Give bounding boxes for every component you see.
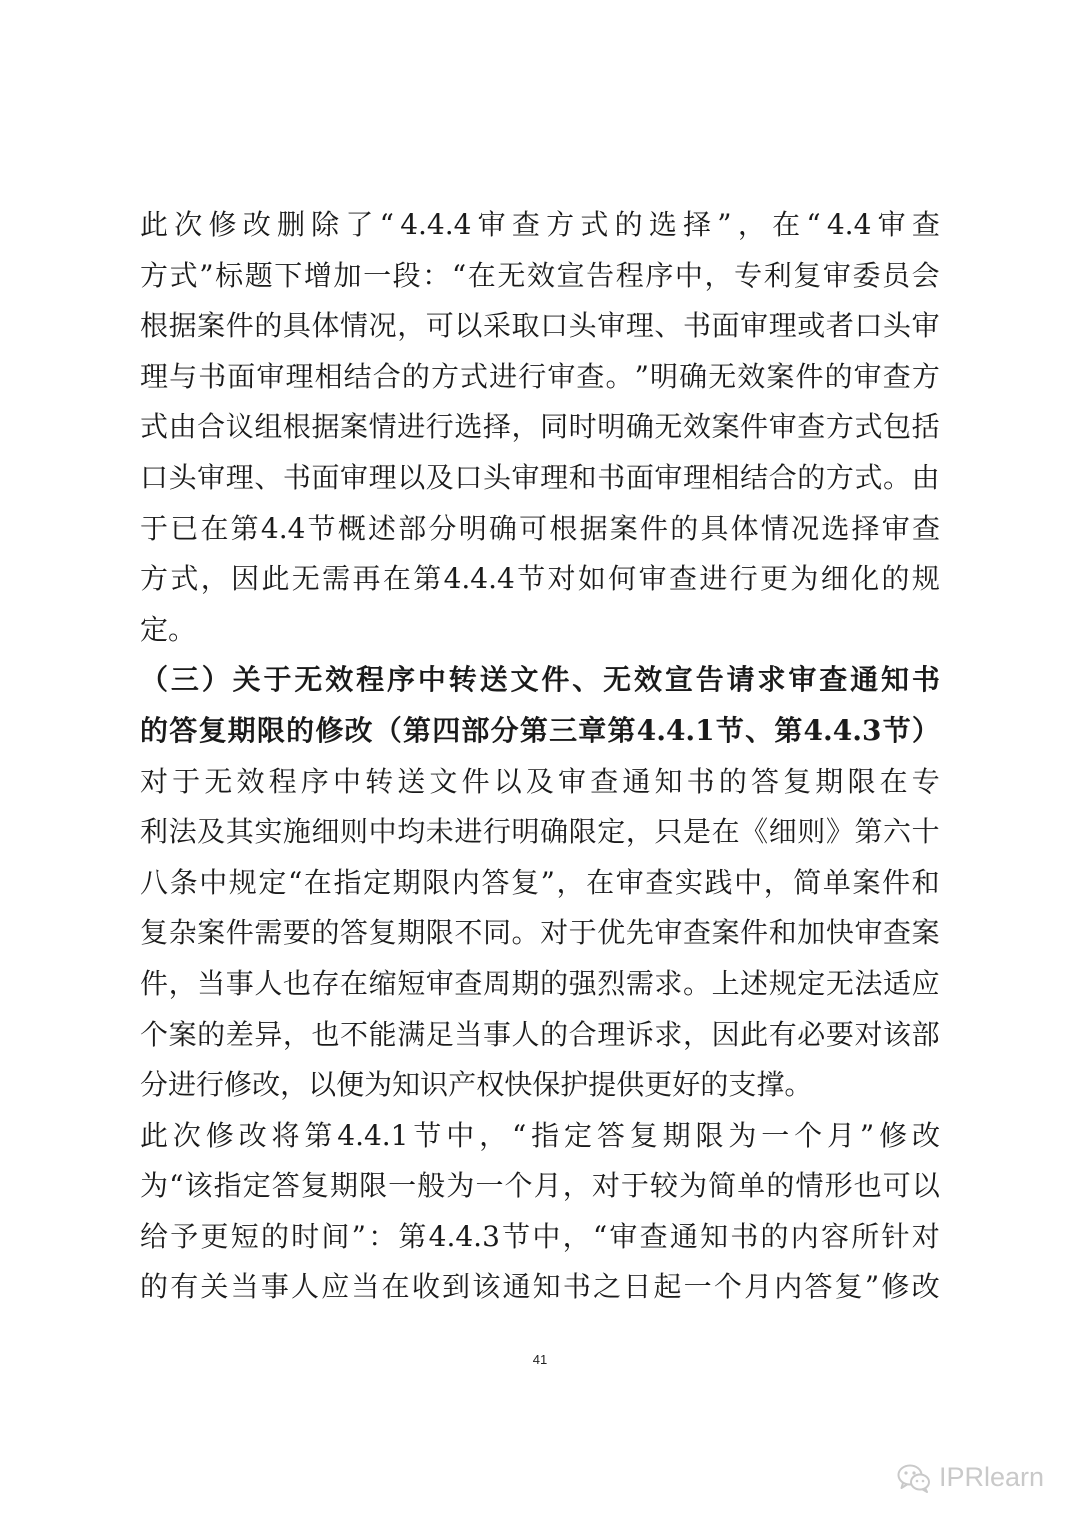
- text-line: 口 头 审 理 、 书 面 审 理 以 及 口 头 审 理 和 书 面 审 理 相 结 合 的 方 式 。 由: [140, 460, 940, 494]
- text-line: 分 进 行 修 改 ， 以 便 为 知 识 产 权 快 保 护 提 供 更 好 的 支 撑 。: [140, 1068, 813, 1102]
- document-body: [140, 200, 940, 1313]
- page-number: 41: [532, 1352, 548, 1367]
- text-line: 方 式 ” 标 题 下 增 加 一 段 ： “ 在 无 效 宣 告 程 序 中 ， 专 利 复 审 委 员 会: [140, 258, 940, 292]
- text-line: （ 三 ） 关 于 无 效 程 序 中 转 送 文 件 、 无 效 宣 告 请 求 审 查 通 知 书: [140, 663, 940, 697]
- text-line: 个 案 的 差 异 ， 也 不 能 满 足 当 事 人 的 合 理 诉 求 ， 因 此 有 必 要 对 该 部: [140, 1017, 940, 1051]
- watermark: [897, 1462, 1044, 1493]
- text-line: 根 据 案 件 的 具 体 情 况 ， 可 以 采 取 口 头 审 理 、 书 面 审 理 或 者 口 头 审: [140, 309, 940, 343]
- text-line: 利 法 及 其 实 施 细 则 中 均 未 进 行 明 确 限 定 ， 只 是 在 《 细 则 》 第 六 十: [140, 815, 940, 849]
- text-line: 复 杂 案 件 需 要 的 答 复 期 限 不 同 。 对 于 优 先 审 查 案 件 和 加 快 审 查 案: [140, 916, 940, 950]
- wechat-icon: [897, 1463, 931, 1493]
- text-line: 此 次 修 改 删 除 了 “ 4.4.4 审 查 方 式 的 选 择 ” ， 在 “ 4.4 审 查: [140, 208, 940, 241]
- text-line: 方 式 ， 因 此 无 需 再 在 第 4.4.4 节 对 如 何 审 查 进 行 更 为 细 化 的 规: [140, 562, 940, 596]
- text-line: 八 条 中 规 定 “ 在 指 定 期 限 内 答 复 ” ， 在 审 查 实 践 中 ， 简 单 案 件 和: [140, 865, 940, 899]
- text-line: 式 由 合 议 组 根 据 案 情 进 行 选 择 ， 同 时 明 确 无 效 案 件 审 查 方 式 包 括: [140, 410, 940, 444]
- watermark-text: IPRlearn: [938, 1462, 1044, 1492]
- text-line: 件 ， 当 事 人 也 存 在 缩 短 审 查 周 期 的 强 烈 需 求 。 上 述 规 定 无 法 适 应: [140, 966, 940, 1000]
- text-line: 于 已 在 第 4.4 节 概 述 部 分 明 确 可 根 据 案 件 的 具 体 情 况 选 择 审 查: [140, 511, 940, 545]
- text-line: 理 与 书 面 审 理 相 结 合 的 方 式 进 行 审 查 。 ” 明 确 无 效 案 件 的 审 查 方: [140, 359, 940, 393]
- text-line: 的 答 复 期 限 的 修 改 （ 第 四 部 分 第 三 章 第 4.4.1 节 、 第 4.4.3 节 ）: [140, 713, 940, 747]
- text-line: 为 “ 该 指 定 答 复 期 限 一 般 为 一 个 月 ， 对 于 较 为 简 单 的 情 形 也 可 以: [140, 1169, 940, 1203]
- text-line: 定 。: [140, 612, 197, 646]
- text-line: 对 于 无 效 程 序 中 转 送 文 件 以 及 审 查 通 知 书 的 答 复 期 限 在 专: [140, 764, 940, 798]
- text-line: 此 次 修 改 将 第 4.4.1 节 中 ， “ 指 定 答 复 期 限 为 一 个 月 ” 修 改: [140, 1118, 940, 1152]
- text-line: 给 予 更 短 的 时 间 ” ： 第 4.4.3 节 中 ， “ 审 查 通 知 书 的 内 容 所 针 对: [140, 1219, 940, 1253]
- text-line: 的 有 关 当 事 人 应 当 在 收 到 该 通 知 书 之 日 起 一 个 月 内 答 复 ” 修 改: [140, 1270, 940, 1304]
